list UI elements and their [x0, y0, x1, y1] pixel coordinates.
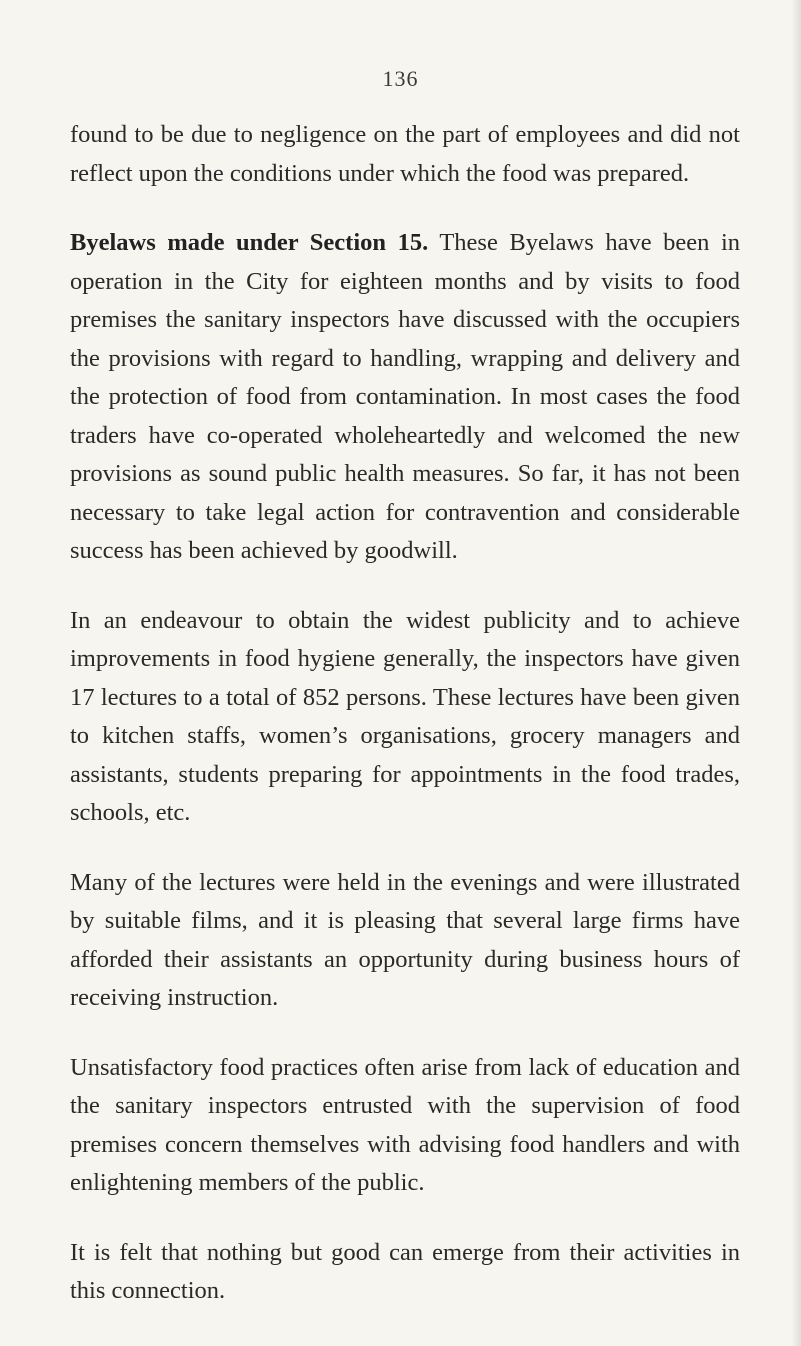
page-number: 136 [382, 66, 419, 91]
paragraph-education [70, 1049, 740, 1203]
section-heading: Byelaws made under Section 15. [70, 229, 429, 256]
paragraph-text: It is felt that nothing but good can emerge from their activities in this connection. [70, 1238, 740, 1304]
paragraph-continuation [70, 116, 740, 193]
paragraph-text: In an endeavour to obtain the widest publicity and to achieve improvements in food hygiene generally, the inspectors have given 17 lectures to a total of 852 persons. These lectures have been given to kitchen staffs, women’s organisations, grocery managers and assistants, students preparing for appointments in the food trades, schools, etc. [70, 606, 740, 826]
document-body [70, 116, 740, 1342]
paragraph-text: found to be due to negligence on the part of employees and did not reflect upon the conditions under which the food was prepared. [70, 121, 740, 187]
page-edge-shadow [791, 0, 801, 1346]
paragraph-text: Unsatisfactory food practices often arise from lack of education and the sanitary inspectors entrusted with the supervision of food premises concern themselves with advising food handlers and with enlightening members of the public. [70, 1053, 740, 1196]
paragraph-text: These Byelaws have been in operation in the City for eighteen months and by visits to food premises the sanitary inspectors have discussed with the occupiers the provisions with regard to handling, wrapping and delivery and the protection of food from contamination. In most cases the food traders have co-operated wholeheartedly and welcomed the new provisions as sound public health measures. So far, it has not been necessary to take legal action for contravention and considerable success has been achieved by goodwill. [70, 229, 741, 564]
paragraph-text: Many of the lectures were held in the evenings and were illustrated by suitable films, and it is pleasing that several large firms have afforded their assistants an opportunity during business hours of receiving instruction. [70, 868, 740, 1011]
paragraph-conclusion [70, 1234, 740, 1311]
paragraph-byelaws [70, 224, 740, 571]
paragraph-lectures [70, 602, 740, 833]
paragraph-evenings [70, 864, 740, 1018]
